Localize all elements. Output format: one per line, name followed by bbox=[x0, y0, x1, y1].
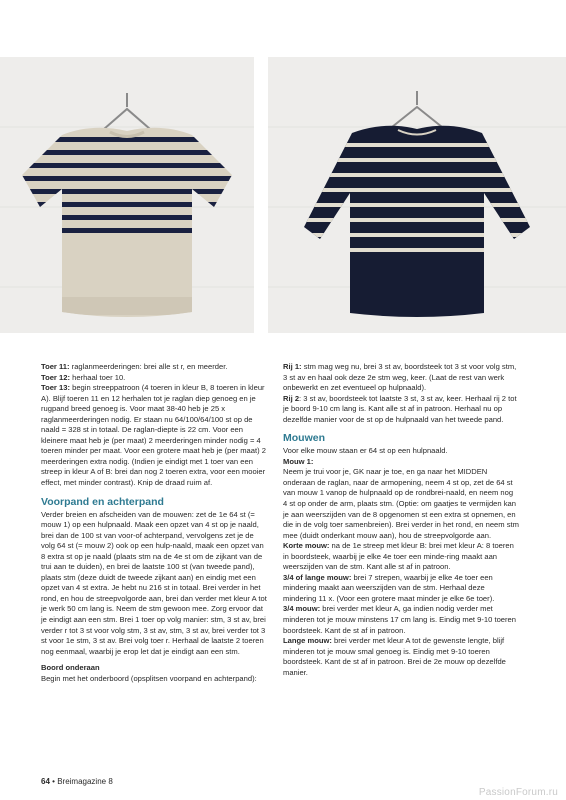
page-number: 64 bbox=[41, 777, 50, 786]
heading-boord: Boord onderaan bbox=[41, 663, 100, 673]
mouw-1-label: Mouw 1: bbox=[283, 456, 314, 466]
lange-mouw-label: Lange mouw: bbox=[283, 636, 332, 646]
driekwart-mouw-text: brei verder met kleur A, ga indien nodig verder met minderen tot je mouw minstens 17 cm lang is. Eindig met 9-10 toeren boordsteek. Kant de st af in patroon. bbox=[283, 604, 516, 635]
toer-11-text: raglanmeerderingen: brei alle st r, en meerder. bbox=[69, 362, 228, 371]
left-text-column bbox=[41, 362, 269, 684]
driekwart-lange-mouw-label: 3/4 of lange mouw: bbox=[283, 572, 352, 582]
page-footer bbox=[41, 777, 113, 786]
rij-2-text: : 3 st av, boordsteek tot laatste 3 st, 3 st av, keer. Herhaal rij 2 tot je boord 9-10 cm lang is. Kant alle st af in patroon. Herhaal nu op dezelfde manier voor de st op de hulpnaald van het tweede pand. bbox=[283, 393, 517, 424]
rij-1-text: stm mag weg nu, brei 3 st av, boordsteek tot 3 st voor volg stm, 3 st av en haal ook deze 2e stm weg, keer. (Laat de rest van werk onbewerkt en zet eventueel op hulpnaald). bbox=[283, 362, 517, 393]
toer-11-label: Toer 11: bbox=[41, 362, 70, 371]
toer-12-text: herhaal toer 10. bbox=[69, 372, 126, 382]
rij-2-label: Rij 2 bbox=[283, 393, 300, 403]
mouw-1-paragraph: Neem je trui voor je, GK naar je toe, en ga naar het MIDDEN onderaan de raglan, naar de armopening, neem 4 st op, zet de 64 st van mouw 1 vanop de hulpnaald op de rondbrei-naald, en neem nog 4 st op onder de arm, plaats stm. (Optie: om gaatjes te vermijden kan je aan weerszijden van de 8 opgenomen st een extra st opnemen, en die in de volg toer samenbreien). Brei verder in het rond, en neem stm mee (duidt onderkant mouw aan), hou de streepvolgorde aan. bbox=[283, 467, 519, 540]
lange-mouw-paragraph bbox=[283, 636, 519, 678]
toer-11-paragraph bbox=[41, 362, 269, 373]
rij-2-paragraph bbox=[283, 394, 519, 426]
toer-12-paragraph bbox=[41, 373, 269, 384]
rij-1-paragraph bbox=[283, 362, 519, 394]
mouwen-intro: Voor elke mouw staan er 64 st op een hulpnaald. bbox=[283, 446, 448, 456]
voorpand-paragraph: Verder breien en afscheiden van de mouwen: zet de 1e 64 st (= mouw 1) op een hulpnaald. Maak een opzet van 4 st op je naald, brei dan de 100 st van voor-of achterpand, vervolgens zet je de volg 64 st (= mouw 2) ook op een hulp-naald, maak een opzet van 8 extra st op je naald (plaats stm na de 4e st om de zijkant van de trui aan te duiden), en brei de laatste 100 st (van tweede pand), plaats stm (deze duidt de tweede zijkant aan) en eindig met een opzet van 4 st extra. Je hebt nu 216 st in totaal. Brei verder in het rond, en hou de streepvolgorde aan, brei dan verder met kleur A tot je werk 50 cm lang is. Neem de stm gewoon mee. Zorg ervoor dat je eindigt aan een stm. Brei 1 toer op volg manier: stm, 3 st av, brei verder r tot 3 st voor volg stm, 3 st av, stm, 3 st av, brei verder tot 3 st voor 1e stm, 3 st av. Brei volg toer r. Herhaal de laatste 2 toeren nog eenmaal, waarbij je erop let dat je eindigt aan een stm. bbox=[41, 509, 267, 656]
rij-1-label: Rij 1: bbox=[283, 362, 302, 371]
korte-mouw-label: Korte mouw: bbox=[283, 541, 330, 551]
toer-13-paragraph bbox=[41, 383, 269, 488]
korte-mouw-paragraph bbox=[283, 541, 519, 573]
light-sweater-photo bbox=[0, 57, 254, 333]
driekwart-lange-mouw-paragraph bbox=[283, 573, 519, 605]
toer-13-label: Toer 13: bbox=[41, 383, 70, 393]
magazine-name: Breimagazine 8 bbox=[57, 777, 113, 786]
driekwart-mouw-paragraph bbox=[283, 604, 519, 636]
boord-paragraph: Begin met het onderboord (opsplitsen voorpand en achterpand): bbox=[41, 673, 257, 683]
toer-13-text: begin streeppatroon (4 toeren in kleur B, 8 toeren in kleur A). Blijf toeren 11 en 12 herhalen tot je raglan diep genoeg en je rugpand breed genoeg is. Voor maat 38-40 heb je 25 x raglanmeerderingen nodig. Er staan nu 64/100/64/100 st op de naald = 328 st in totaal. De raglan-diepte is 22 cm. Voor een kleinere maat heb je (per maat) 2 meerderingen minder nodig = 4 toeren minder per maat. Voor een grotere maat heb je (per maat) 2 meerderingen extra nodig. (Indien je eindigt met 1 toer van een streep in kleur A of B: brei dan nog 2 toeren extra, voor een mooier effect, met minder contrast). Knip de draad ruim af. bbox=[41, 383, 266, 488]
korte-mouw-text: na de 1e streep met kleur B: brei met kleur A: 8 toeren in boordsteek, waarbij je elke 4e toer een minde-ring maakt aan weerszijden van de stm. Kant alle st af in patroon. bbox=[283, 541, 514, 572]
footer-bullet: • bbox=[52, 777, 55, 786]
lange-mouw-text: brei verder met kleur A tot de gewenste lengte, blijf minderen tot je mouw smal genoeg is. Eindig met 9-10 toeren boordsteek. Kant de st af in patroon. Brei de 2e mouw op dezelfde manier. bbox=[283, 636, 506, 677]
driekwart-mouw-label: 3/4 mouw: bbox=[283, 604, 321, 614]
driekwart-lange-mouw-text: brei 7 strepen, waarbij je elke 4e toer een mindering maakt aan weerszijden van de stm. Herhaal deze mindering 11 x. (Voor een grotere maat minder je elke 6e toer). bbox=[283, 572, 495, 603]
watermark: PassionForum.ru bbox=[478, 787, 558, 798]
dark-sweater-photo bbox=[268, 57, 566, 333]
heading-mouwen: Mouwen bbox=[283, 432, 325, 445]
right-text-column bbox=[283, 362, 519, 678]
heading-voorpand: Voorpand en achterpand bbox=[41, 495, 164, 508]
toer-12-label: Toer 12: bbox=[41, 372, 70, 382]
